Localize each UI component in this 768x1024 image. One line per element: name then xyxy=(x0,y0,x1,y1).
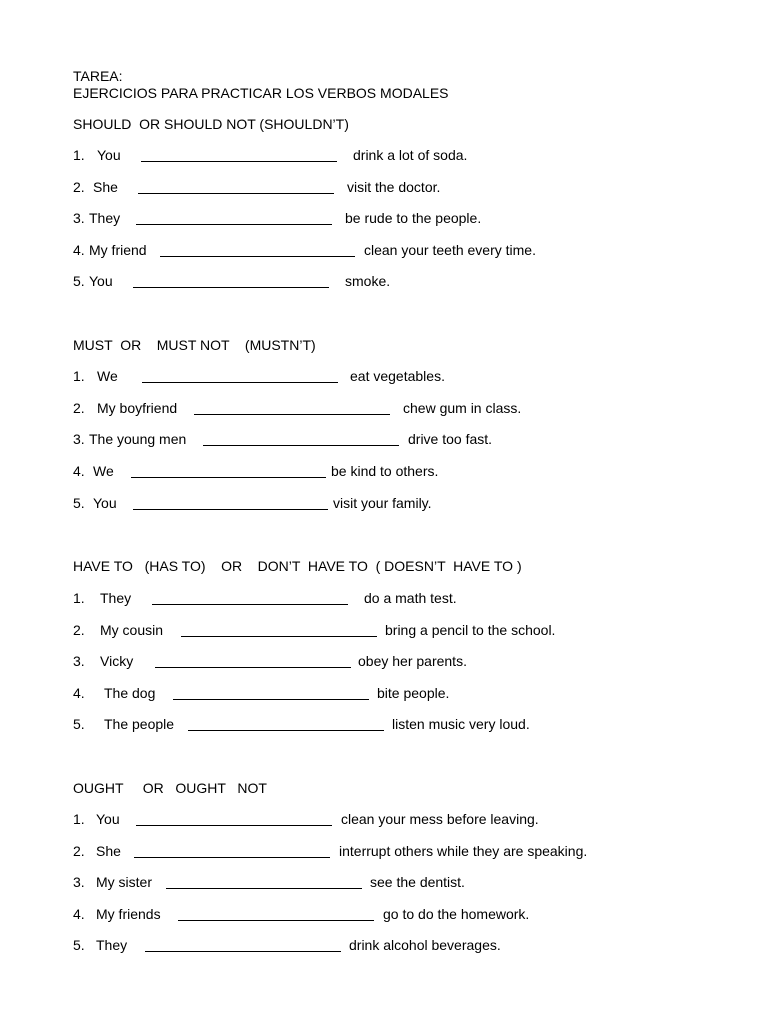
section-heading-ought: OUGHT OR OUGHT NOT xyxy=(73,780,267,796)
item-subject: We xyxy=(97,368,118,384)
worksheet-title: TAREA: xyxy=(73,68,123,84)
item-completion: see the dentist. xyxy=(370,874,465,890)
item-subject: She xyxy=(96,843,121,859)
item-completion: bring a pencil to the school. xyxy=(385,622,556,638)
answer-blank[interactable] xyxy=(141,161,337,162)
item-completion: drink a lot of soda. xyxy=(353,147,468,163)
answer-blank[interactable] xyxy=(173,699,369,700)
item-completion: be rude to the people. xyxy=(345,210,482,226)
item-subject: My sister xyxy=(96,874,152,890)
item-completion: interrupt others while they are speaking. xyxy=(339,843,588,859)
answer-blank[interactable] xyxy=(131,477,326,478)
answer-blank[interactable] xyxy=(134,857,330,858)
answer-blank[interactable] xyxy=(178,920,374,921)
item-completion: go to do the homework. xyxy=(383,906,530,922)
section-heading-must: MUST OR MUST NOT (MUSTN’T) xyxy=(73,337,316,353)
item-subject: Vicky xyxy=(100,653,134,669)
item-number: 5. xyxy=(73,495,85,511)
item-number: 4. xyxy=(73,463,85,479)
answer-blank[interactable] xyxy=(138,193,334,194)
item-subject: You xyxy=(97,147,121,163)
item-completion: chew gum in class. xyxy=(403,400,522,416)
answer-blank[interactable] xyxy=(133,287,329,288)
item-number: 2. xyxy=(73,622,85,638)
answer-blank[interactable] xyxy=(166,888,362,889)
item-subject: They xyxy=(89,210,121,226)
answer-blank[interactable] xyxy=(152,604,348,605)
item-number: 5. xyxy=(73,937,85,953)
answer-blank[interactable] xyxy=(203,445,399,446)
worksheet-subtitle: EJERCICIOS PARA PRACTICAR LOS VERBOS MODALES xyxy=(73,85,449,101)
item-completion: drink alcohol beverages. xyxy=(349,937,501,953)
answer-blank[interactable] xyxy=(136,825,332,826)
answer-blank[interactable] xyxy=(194,414,390,415)
answer-blank[interactable] xyxy=(160,256,355,257)
item-subject: My boyfriend xyxy=(97,400,178,416)
section-heading-have-to: HAVE TO (HAS TO) OR DON’T HAVE TO ( DOESN’T HAVE TO ) xyxy=(73,558,522,574)
answer-blank[interactable] xyxy=(136,224,332,225)
item-completion: listen music very loud. xyxy=(392,716,530,732)
item-subject: They xyxy=(100,590,132,606)
item-number: 3. xyxy=(73,431,85,447)
item-number: 1. xyxy=(73,590,85,606)
item-completion: do a math test. xyxy=(364,590,457,606)
item-number: 1. xyxy=(73,368,85,384)
item-subject: You xyxy=(89,273,113,289)
item-subject: The dog xyxy=(104,685,156,701)
item-subject: They xyxy=(96,937,128,953)
item-subject: You xyxy=(96,811,120,827)
item-subject: The people xyxy=(104,716,175,732)
answer-blank[interactable] xyxy=(133,509,328,510)
item-subject: She xyxy=(93,179,118,195)
item-number: 2. xyxy=(73,400,85,416)
item-completion: drive too fast. xyxy=(408,431,493,447)
answer-blank[interactable] xyxy=(188,730,384,731)
item-completion: smoke. xyxy=(345,273,391,289)
item-number: 5. xyxy=(73,273,85,289)
item-subject: My cousin xyxy=(100,622,164,638)
item-number: 1. xyxy=(73,147,85,163)
item-number: 4. xyxy=(73,242,85,258)
item-number: 2. xyxy=(73,843,85,859)
item-completion: be kind to others. xyxy=(331,463,439,479)
item-completion: bite people. xyxy=(377,685,450,701)
item-completion: clean your teeth every time. xyxy=(364,242,536,258)
item-number: 4. xyxy=(73,906,85,922)
item-subject: We xyxy=(93,463,114,479)
item-number: 1. xyxy=(73,811,85,827)
item-subject: You xyxy=(93,495,117,511)
item-subject: My friend xyxy=(89,242,147,258)
item-completion: eat vegetables. xyxy=(350,368,445,384)
item-completion: clean your mess before leaving. xyxy=(341,811,539,827)
section-heading-should: SHOULD OR SHOULD NOT (SHOULDN’T) xyxy=(73,116,349,132)
answer-blank[interactable] xyxy=(145,951,341,952)
item-completion: visit the doctor. xyxy=(347,179,441,195)
item-number: 2. xyxy=(73,179,85,195)
item-number: 3. xyxy=(73,874,85,890)
item-subject: My friends xyxy=(96,906,161,922)
item-completion: visit your family. xyxy=(333,495,432,511)
answer-blank[interactable] xyxy=(181,636,377,637)
item-subject: The young men xyxy=(89,431,187,447)
answer-blank[interactable] xyxy=(142,382,338,383)
item-completion: obey her parents. xyxy=(358,653,467,669)
answer-blank[interactable] xyxy=(155,667,351,668)
item-number: 4. xyxy=(73,685,85,701)
item-number: 5. xyxy=(73,716,85,732)
item-number: 3. xyxy=(73,653,85,669)
item-number: 3. xyxy=(73,210,85,226)
